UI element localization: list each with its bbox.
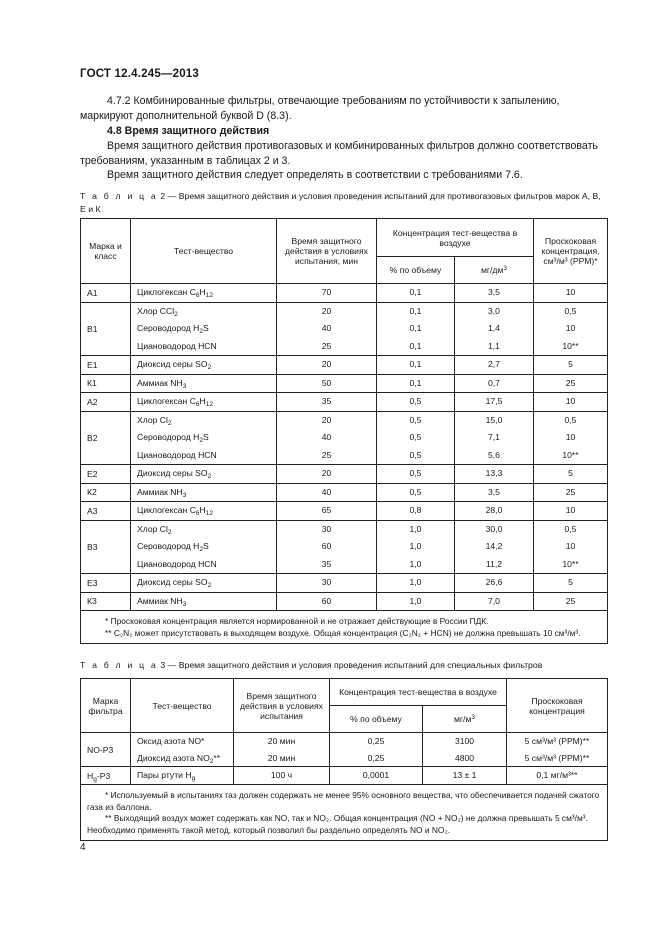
t2-breakthrough: 0,5 [564,414,577,425]
t2-time: 70 [321,287,332,297]
t2-header-breakthrough: Проскоковая концентрация, см³/м³ (РРМ)* [534,219,608,284]
table-row [81,302,608,356]
t2-mg-concentration-cell [455,356,534,375]
t3-header-vol: % по объему [330,706,423,733]
t2-breakthrough: 10 [565,505,576,515]
t2-footnote-1: * Проскоковая концентрация является нормированной и не отражает действующие в России ПДК. [105,616,489,626]
t2-substance: Диоксид серы $SO_2$ [137,577,212,589]
t2-header-time: Время защитного действия в условиях испытания, мин [277,219,377,284]
t3-breakthrough: 5 см³/м³ (РРМ)** [524,736,590,746]
t2-volume-percent: 1,0 [409,541,422,551]
t3-time: 100 ч [270,770,293,781]
document-header: ГОСТ 12.4.245—2013 [80,68,199,80]
t2-footnotes [81,611,608,644]
t3-breakthrough-cell [507,767,608,785]
table-row [81,411,608,465]
t2-mg-concentration: 17,5 [485,396,503,406]
table2-caption: Т а б л и ц а 2 — Время защитного действия и условия проведения испытаний для противогазовых фильтров марок А, В, Е и К [80,191,601,214]
t3-mg-concentration: 4800 [454,752,475,763]
t3-header-substance: Тест-вещество [131,679,234,733]
table-row [81,374,608,393]
t2-time: 20 [321,305,332,316]
table3 [80,678,608,841]
t3-footnote-1: * Используемый в испытаниях газ должен содержать не менее 95% основного вещества, что обеспечивается подачей сжатого газа из баллона. [87,790,600,812]
table-row [81,284,608,303]
t2-breakthrough: 0,5 [564,523,577,534]
table-row [81,356,608,375]
table3-caption: Т а б л и ц а 3 — Время защитного действия и условия проведения испытаний для специальных фильтров [80,660,543,670]
t2-volume-percent: 0,5 [409,486,422,497]
t2-breakthrough-cell [534,393,608,412]
t3-volume-percent-cell [330,733,423,767]
t2-time: 40 [321,432,332,442]
table-row [81,767,608,785]
t3-volume-percent: 0,25 [367,736,385,746]
t2-volume-percent: 1,0 [409,577,422,587]
t2-mark-cell: Е2 [81,465,131,484]
t2-time: 40 [321,486,332,497]
t2-substance: Циановодород HCN [137,449,217,460]
t2-breakthrough: 5 [568,577,573,587]
t2-mg-concentration-cell [455,393,534,412]
t2-time: 20 [321,359,332,369]
t2-time-cell [277,374,377,393]
t2-mg-concentration: 28,0 [485,505,503,515]
t2-substance-cell [131,592,277,611]
t2-substance-cell [131,465,277,484]
t2-breakthrough: 5 [568,468,573,478]
t2-breakthrough: 10** [562,340,579,351]
t2-substance: Циклогексан $C_6H_{12}$ [137,396,213,408]
t2-volume-percent: 0,1 [409,323,422,333]
t2-mark-cell: В1 [81,302,131,356]
t2-volume-percent: 0,8 [409,505,422,515]
t2-volume-percent: 0,1 [409,359,422,369]
t3-breakthrough: 0,1 мг/м³** [536,770,578,781]
t2-breakthrough-cell [534,302,608,356]
t2-mg-concentration-cell [455,302,534,356]
t2-mark-cell: Е3 [81,574,131,593]
t2-time: 40 [321,323,332,333]
t3-time-cell [234,733,330,767]
t2-mark-cell: А2 [81,393,131,412]
t2-mark-cell: К2 [81,483,131,502]
t2-mg-concentration-cell [455,520,534,574]
t2-substance-cell [131,302,277,356]
t3-mg-concentration: 13 ± 1 [452,770,477,781]
t2-mg-concentration-cell [455,574,534,593]
t3-time: 20 мин [267,752,296,763]
t3-header-mark: Марка фильтра [81,679,131,733]
t3-substance-cell [131,767,234,785]
t2-volume-percent-cell [377,356,455,375]
t2-header-conc: Концентрация тест-вещества в воздухе [377,219,534,257]
t2-breakthrough: 0,5 [564,305,577,316]
t2-time-cell [277,483,377,502]
t2-breakthrough: 10 [565,432,576,442]
t2-time: 30 [321,577,332,587]
t2-substance: Хлор $Cl_2$ [137,523,172,536]
t2-substance: Циановодород HCN [137,558,217,569]
t2-volume-percent-cell [377,411,455,465]
t3-volume-percent-cell [330,767,423,785]
table-row [81,393,608,412]
t2-mg-concentration-cell [455,284,534,303]
t2-breakthrough-cell [534,284,608,303]
t2-time-cell [277,411,377,465]
t2-volume-percent: 0,1 [409,305,422,316]
t2-breakthrough-cell [534,465,608,484]
t2-substance-cell [131,520,277,574]
t2-mg-concentration-cell [455,465,534,484]
t2-substance: Циклогексан $C_6H_{12}$ [137,287,213,299]
t2-mg-concentration-cell [455,592,534,611]
t2-volume-percent: 0,1 [409,377,422,388]
paragraph-4-7-2: 4.7.2 Комбинированные фильтры, отвечающие требованиям по устойчивости к запылению, маркируют дополнительной буквой D (8.3). [80,95,560,122]
t2-volume-percent-cell [377,374,455,393]
t2-time-cell [277,302,377,356]
table-row [81,574,608,593]
t3-mark-cell: NO-P3 [81,733,131,767]
t2-mg-concentration-cell [455,483,534,502]
t2-header-mg: $мг/дм^3$ [455,257,534,284]
t2-mg-concentration: 3,5 [488,287,500,297]
t2-substance: Хлор $Cl_2$ [137,414,172,427]
t2-breakthrough-cell [534,411,608,465]
t2-time-cell [277,502,377,521]
t2-breakthrough-cell [534,356,608,375]
t3-substance: Оксид азота NO* [137,736,205,746]
t2-mark-cell: Е1 [81,356,131,375]
t2-breakthrough-cell [534,483,608,502]
t2-time-cell [277,356,377,375]
t2-footnote-2: ** C₂N₂ может присутствовать в выходящем воздухе. Общая концентрация (C₂N₂ + HCN) не должна превышать 10 см³/м³. [105,627,581,638]
t2-volume-percent-cell [377,574,455,593]
t2-mark-cell: К1 [81,374,131,393]
t2-header-substance: Тест-вещество [131,219,277,284]
table-row [81,465,608,484]
t2-mg-concentration: 5,6 [488,449,500,460]
t2-mg-concentration: 26,6 [485,577,503,587]
t2-substance: Аммиак $NH_3$ [137,486,187,499]
t2-time: 50 [321,377,332,388]
t2-breakthrough: 25 [565,595,576,606]
t2-substance-cell [131,574,277,593]
t2-time-cell [277,574,377,593]
t2-breakthrough: 25 [565,377,576,388]
t2-breakthrough: 10** [562,449,579,460]
t3-footnotes [81,785,608,841]
t3-breakthrough-cell [507,733,608,767]
t2-time: 25 [321,449,332,460]
t2-volume-percent: 0,5 [409,396,422,406]
t2-mg-concentration: 30,0 [485,523,503,534]
page-number: 4 [80,842,86,853]
t2-volume-percent-cell [377,393,455,412]
t2-mark-cell: А1 [81,284,131,303]
t2-volume-percent: 1,0 [409,558,422,569]
t2-volume-percent-cell [377,483,455,502]
t2-substance-cell [131,356,277,375]
t2-mg-concentration-cell [455,374,534,393]
section-heading: 4.8 Время защитного действия [107,125,270,137]
table-row [81,592,608,611]
t2-time: 60 [321,595,332,606]
t2-volume-percent: 0,5 [409,432,422,442]
t2-mg-concentration: 2,7 [488,359,500,369]
t2-substance-cell [131,502,277,521]
t2-volume-percent: 1,0 [409,595,422,606]
t2-substance-cell [131,393,277,412]
t2-volume-percent: 0,5 [409,414,422,425]
t3-footnote-2: ** Выходящий воздух может содержать как NO, так и NO₂. Общая концентрация (NO + NO₂) не должна превышать 5 см³/м³. Необходимо применять такой метод, который позволил бы раздельно определять NO и NO₂. [87,813,588,835]
t2-mg-concentration: 7,1 [488,432,500,442]
t2-time-cell [277,284,377,303]
t2-mg-concentration: 3,0 [488,305,500,316]
t3-substance-cell [131,733,234,767]
table2 [80,218,608,644]
t2-mg-concentration: 14,2 [485,541,503,551]
t2-breakthrough: 10** [562,558,579,569]
t3-breakthrough: 5 см³/м³ (РРМ)** [524,752,590,763]
t2-substance-cell [131,284,277,303]
table-row [81,733,608,767]
t2-breakthrough-cell [534,374,608,393]
t3-header-mg: $мг/м^3$ [423,706,507,733]
t2-volume-percent-cell [377,520,455,574]
t2-mg-concentration: 15,0 [485,414,503,425]
t2-substance: Диоксид серы $SO_2$ [137,359,212,371]
t2-substance: Циановодород HCN [137,340,217,351]
t3-header-breakthrough: Проскоковая концентрация [507,679,608,733]
t2-time: 65 [321,505,332,515]
t2-substance: Сероводород $H_2S$ [137,323,209,335]
t3-mg-concentration-cell [423,733,507,767]
t2-mg-concentration-cell [455,411,534,465]
t2-mark-cell: В2 [81,411,131,465]
t2-substance: Аммиак $NH_3$ [137,377,187,390]
t2-breakthrough: 10 [565,541,576,551]
t2-volume-percent: 1,0 [409,523,422,534]
t2-volume-percent: 0,1 [409,340,422,351]
t2-breakthrough: 10 [565,396,576,406]
t2-breakthrough-cell [534,520,608,574]
t2-header-mark: Марка и класс [81,219,131,284]
t2-substance-cell [131,483,277,502]
t3-header-conc: Концентрация тест-вещества в воздухе [330,679,507,706]
t2-substance-cell [131,411,277,465]
t2-breakthrough: 10 [565,323,576,333]
t2-volume-percent-cell [377,284,455,303]
t2-breakthrough-cell [534,574,608,593]
t2-time-cell [277,465,377,484]
t2-breakthrough: 5 [568,359,573,369]
t2-time: 35 [321,558,332,569]
t2-mark-cell: А3 [81,502,131,521]
t2-breakthrough-cell [534,502,608,521]
t2-mg-concentration: 1,4 [488,323,500,333]
paragraph-4-8-2: Время защитного действия следует определять в соответствии с требованиями 7.6. [107,169,523,181]
t2-mg-concentration: 1,1 [488,340,500,351]
t2-time-cell [277,520,377,574]
table-row [81,520,608,574]
t2-time: 25 [321,340,332,351]
t2-breakthrough: 10 [565,287,576,297]
t2-substance-cell [131,374,277,393]
t2-substance: Аммиак $NH_3$ [137,595,187,608]
t2-mg-concentration: 3,5 [488,486,500,497]
t2-mg-concentration: 11,2 [485,558,503,569]
t2-breakthrough: 25 [565,486,576,497]
t2-header-vol: % по объему [377,257,455,284]
t3-mg-concentration: 3100 [454,736,475,746]
t2-volume-percent: 0,5 [409,449,422,460]
t3-volume-percent: 0,0001 [362,770,390,781]
paragraph-4-8-1: Время защитного действия противогазовых и комбинированных фильтров должно соответствовать требованиям, указанным в таблицах 2 и 3. [80,140,598,167]
t2-mg-concentration-cell [455,502,534,521]
t3-substance: Пары ртути $H_g$ [137,770,196,783]
t2-volume-percent-cell [377,592,455,611]
t2-mg-concentration: 0,7 [488,377,500,388]
t3-time: 20 мин [267,736,296,746]
t2-time-cell [277,592,377,611]
t3-volume-percent: 0,25 [367,752,385,763]
t2-volume-percent: 0,5 [409,468,422,478]
t3-mg-concentration-cell [423,767,507,785]
t2-mg-concentration: 7,0 [488,595,500,606]
t2-time-cell [277,393,377,412]
t2-mark-cell: К3 [81,592,131,611]
t2-volume-percent: 0,1 [409,287,422,297]
t2-substance: Сероводород $H_2S$ [137,541,209,553]
t2-time: 30 [321,523,332,534]
t3-header-time: Время защитного действия в условиях испытания [234,679,330,733]
t2-breakthrough-cell [534,592,608,611]
t2-time: 20 [321,414,332,425]
t2-mg-concentration: 13,3 [485,468,503,478]
t2-substance: Хлор CCl$_2$ [137,305,178,318]
t2-substance: Циклогексан $C_6H_{12}$ [137,505,213,517]
t2-mark-cell: В3 [81,520,131,574]
t2-substance: Сероводород $H_2S$ [137,432,209,444]
t2-volume-percent-cell [377,465,455,484]
t2-time: 35 [321,396,332,406]
t3-mark-cell: $H_g-P3$ [81,767,131,785]
t2-volume-percent-cell [377,502,455,521]
table-row [81,502,608,521]
t3-substance: Диоксид азота $NO_2**$ [137,752,221,765]
t2-volume-percent-cell [377,302,455,356]
t2-time: 60 [321,541,332,551]
t2-substance: Диоксид серы $SO_2$ [137,468,212,480]
table-row [81,483,608,502]
t3-time-cell [234,767,330,785]
t2-time: 20 [321,468,332,478]
